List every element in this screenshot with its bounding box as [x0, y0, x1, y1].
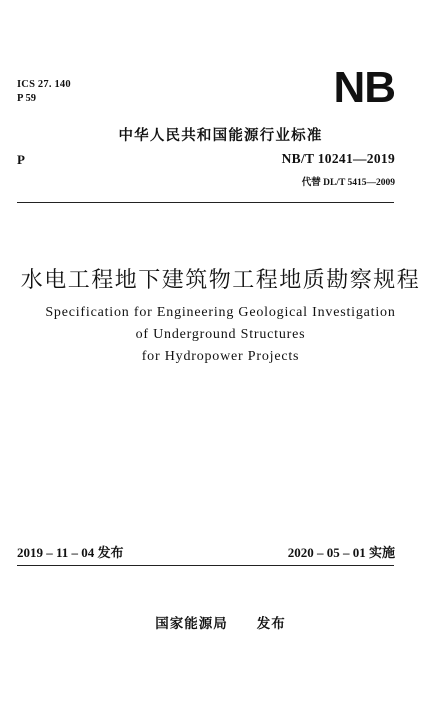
- issue-date: 2019 – 11 – 04 发布: [17, 545, 124, 560]
- title-chinese: 水电工程地下建筑物工程地质勘察规程: [20, 268, 421, 293]
- ics-code: ICS 27. 140: [17, 79, 71, 90]
- category-letter: P: [17, 152, 25, 167]
- nb-logo: NB: [333, 63, 395, 112]
- title-english-line-3: for Hydropower Projects: [141, 349, 300, 364]
- title-english-line-2: of Underground Structures: [135, 327, 306, 342]
- standard-number: NB/T 10241—2019: [281, 151, 395, 166]
- title-english-line-1: Specification for Engineering Geological Investigation: [45, 305, 396, 320]
- classification-code: P 59: [17, 93, 36, 104]
- implementation-date: 2020 – 05 – 01 实施: [287, 545, 395, 560]
- issuer-line: 国家能源局 发布: [155, 616, 286, 632]
- top-divider: [17, 202, 394, 203]
- sector-title: 中华人民共和国能源行业标准: [118, 128, 323, 144]
- replaces-note: 代替 DL/T 5415—2009: [301, 178, 395, 188]
- bottom-divider: [17, 565, 394, 566]
